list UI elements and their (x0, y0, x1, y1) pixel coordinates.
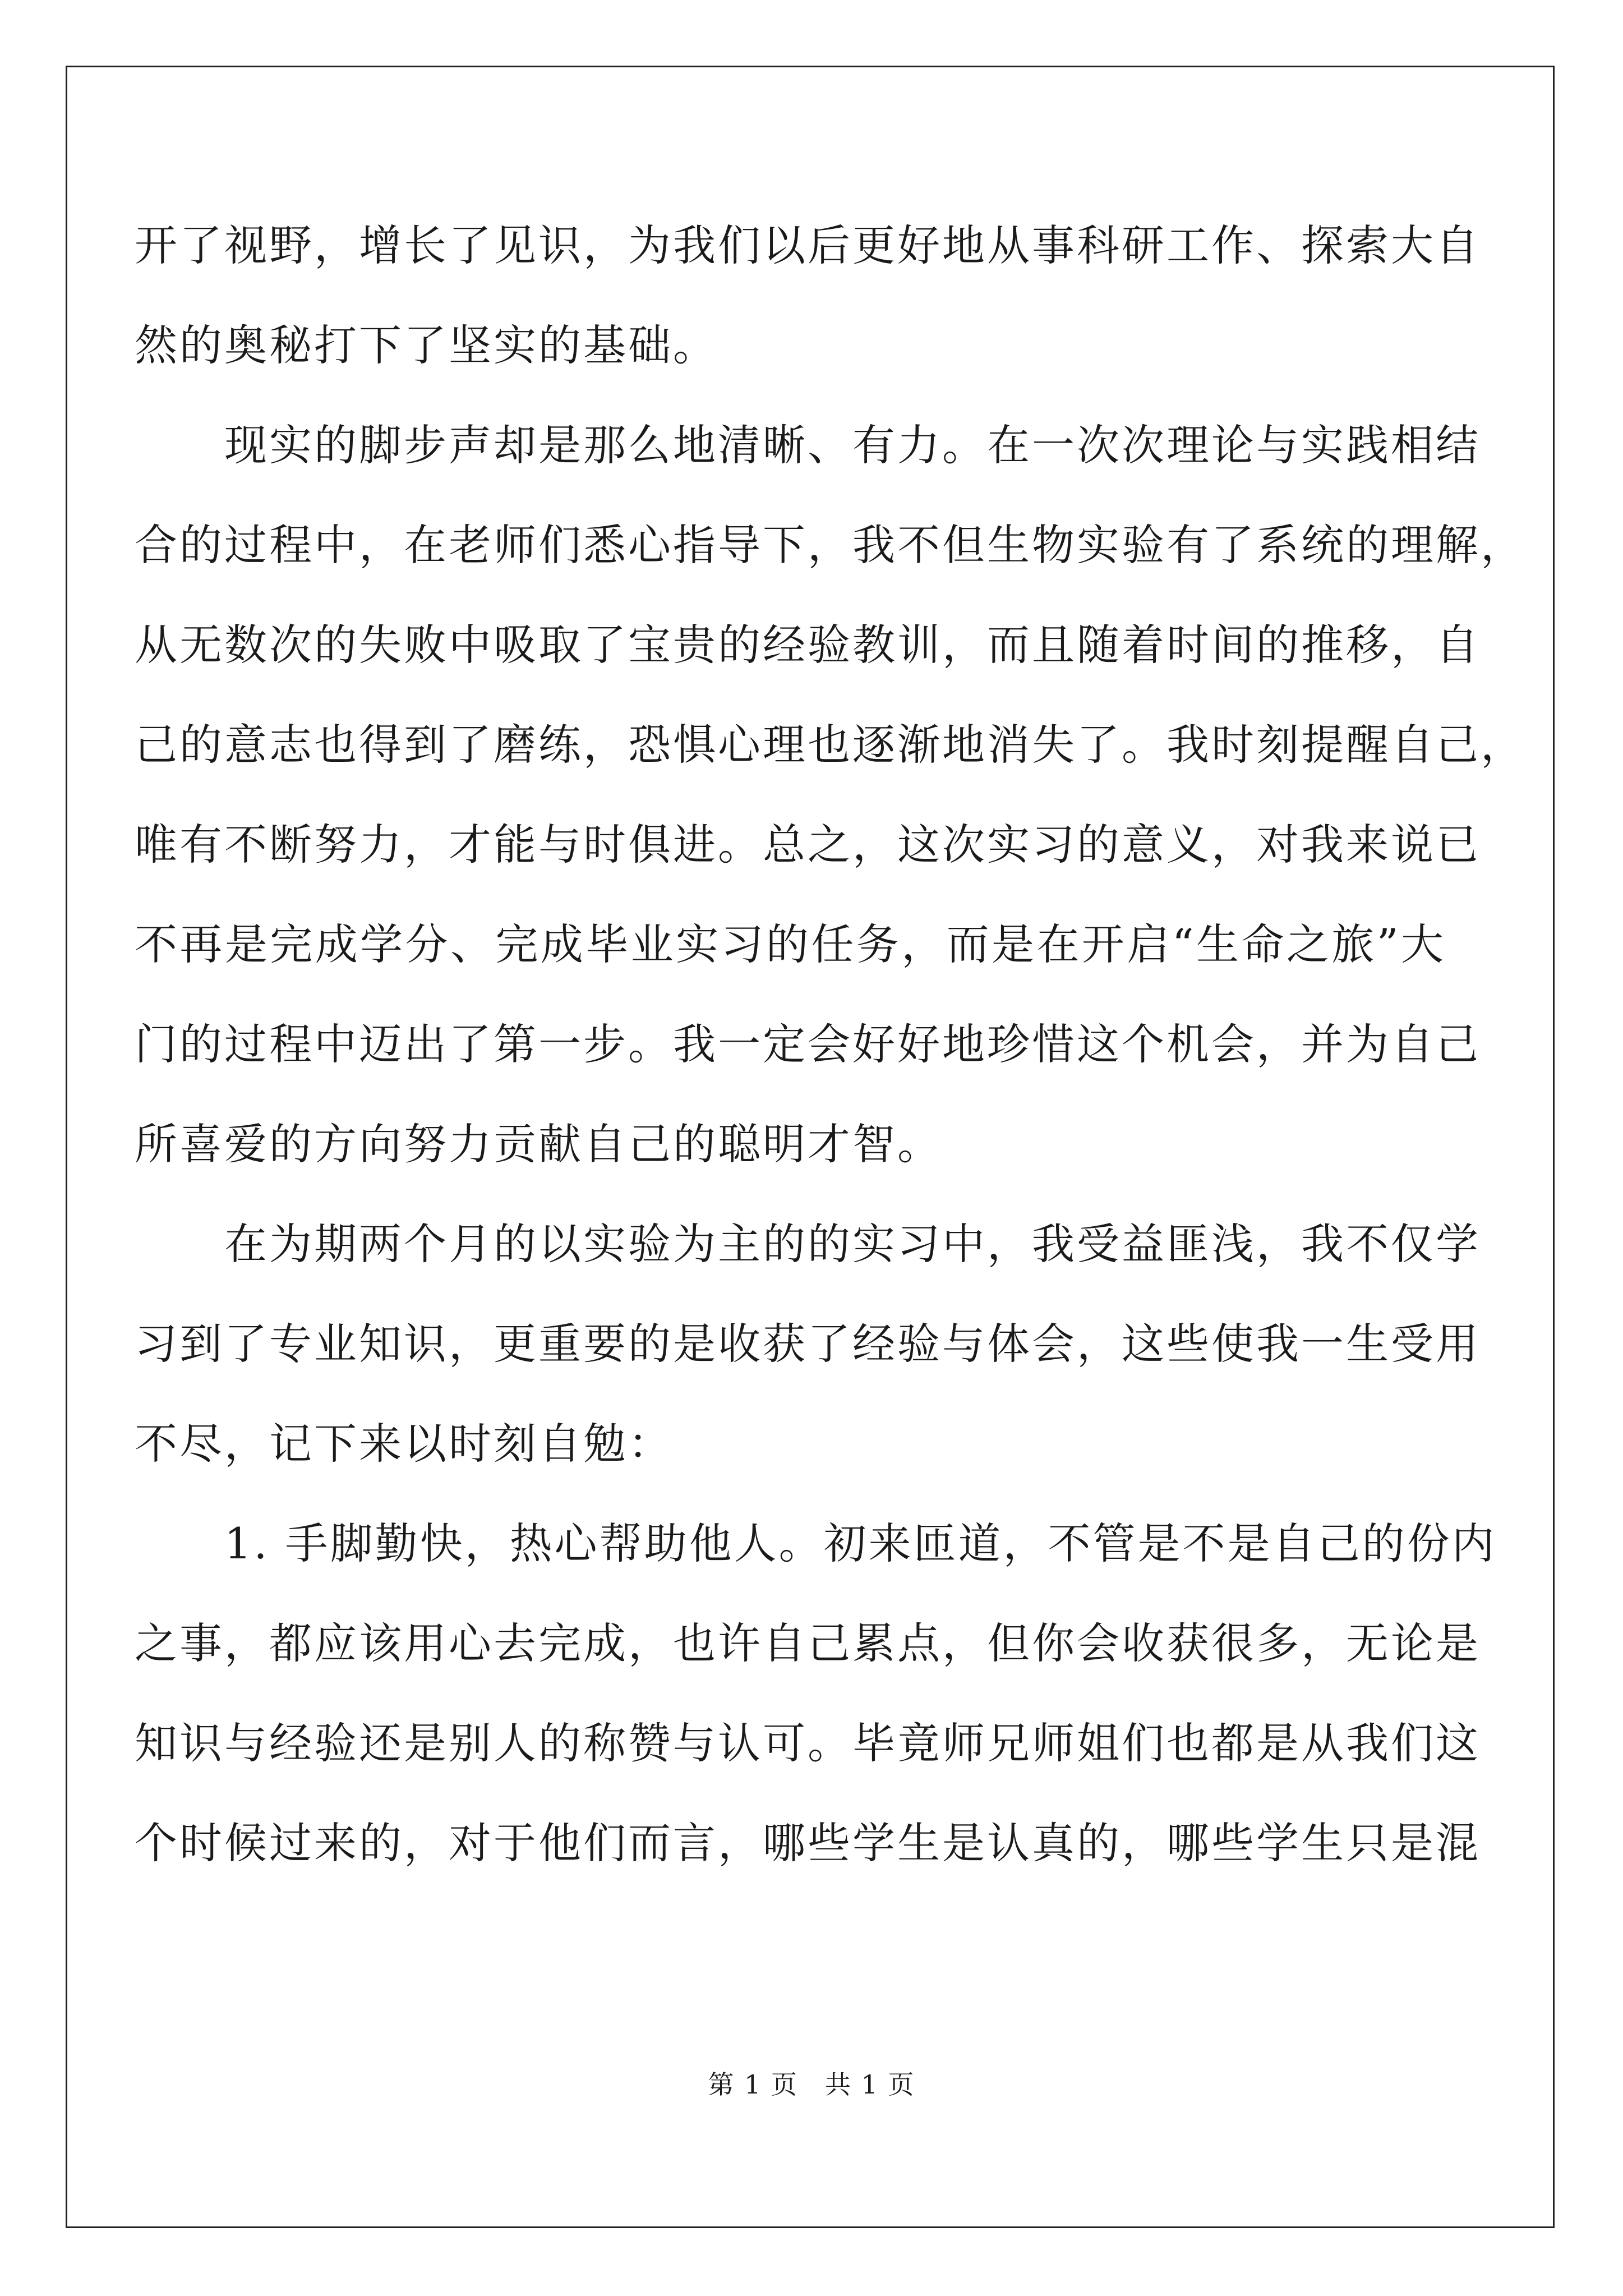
text-line: 知识与经验还是别人的称赞与认可。毕竟师兄师姐们也都是从我们这 (135, 1718, 1481, 1768)
text-line: 所喜爱的方向努力贡献自己的聪明才智。 (135, 1119, 942, 1169)
text-line: 门的过程中迈出了第一步。我一定会好好地珍惜这个机会，并为自己 (135, 1019, 1481, 1069)
text-line: 之事，都应该用心去完成，也许自己累点，但你会收获很多，无论是 (135, 1618, 1481, 1668)
text-line: 己的意志也得到了磨练，恐惧心理也逐渐地消失了。我时刻提醒自己， (135, 720, 1525, 770)
document-body (135, 196, 1525, 1893)
text-line: 在为期两个月的以实验为主的的实习中，我受益匪浅，我不仅学 (224, 1219, 1481, 1269)
text-line: 然的奥秘打下了坚实的基础。 (135, 320, 718, 370)
text-line: 不再是完成学分、完成毕业实习的任务，而是在开启“生命之旅”大 (135, 919, 1446, 969)
text-line: 开了视野，增长了见识，为我们以后更好地从事科研工作、探索大自 (135, 220, 1481, 270)
text-line: 习到了专业知识，更重要的是收获了经验与体会，这些使我一生受用 (135, 1319, 1481, 1369)
text-line: 1. 手脚勤快，热心帮助他人。初来匝道，不管是不是自己的份内 (224, 1519, 1497, 1568)
text-line: 个时候过来的，对于他们而言，哪些学生是认真的，哪些学生只是混 (135, 1818, 1481, 1868)
page-number: 第 1 页 共 1 页 (708, 2069, 915, 2100)
text-line: 现实的脚步声却是那么地清晰、有力。在一次次理论与实践相结 (224, 420, 1481, 470)
text-line: 唯有不断努力，才能与时俱进。总之，这次实习的意义，对我来说已 (135, 820, 1481, 869)
text-line: 从无数次的失败中吸取了宝贵的经验教训，而且随着时间的推移，自 (135, 620, 1481, 670)
text-line: 不尽，记下来以时刻自勉： (135, 1419, 673, 1469)
text-line: 合的过程中，在老师们悉心指导下，我不但生物实验有了系统的理解， (135, 520, 1525, 570)
